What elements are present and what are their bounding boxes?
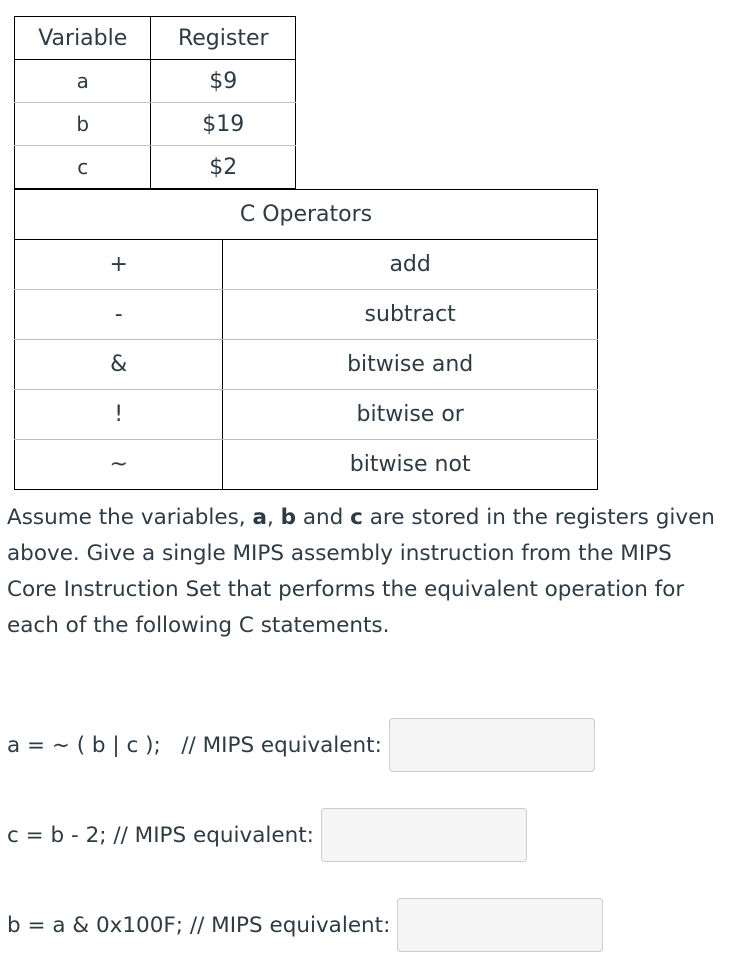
operator-meaning-cell: bitwise not: [223, 440, 598, 490]
statement-row: [7, 808, 527, 862]
statement-row: [7, 898, 603, 952]
operator-meaning-cell: bitwise or: [223, 390, 598, 440]
operator-symbol-cell: &: [15, 340, 223, 390]
mips-answer-input[interactable]: [389, 718, 595, 772]
operators-table-title: C Operators: [15, 190, 598, 240]
register-cell: $2: [151, 146, 296, 189]
variable-b-label: b: [280, 505, 297, 530]
register-table: [14, 16, 296, 189]
statement-label: a = ~ ( b | c ); // MIPS equivalent:: [7, 732, 382, 758]
statement-row: [7, 718, 595, 772]
intro-text: ,: [266, 505, 281, 530]
mips-answer-input[interactable]: [321, 808, 527, 862]
variable-cell: b: [15, 103, 151, 146]
table-row: [15, 290, 598, 340]
table-row: [15, 240, 598, 290]
header-variable: Variable: [15, 17, 151, 60]
table-row: [15, 340, 598, 390]
intro-text: are stored in the registers given above. Give a single MIPS assembly instruction from the MIPS Core Instruction Set that performs the equivalent operation for each of the following C statements.: [7, 505, 715, 638]
table-row: [15, 146, 296, 189]
table-row: [15, 60, 296, 103]
mips-answer-input[interactable]: [397, 898, 603, 952]
operators-table: [14, 189, 598, 490]
statement-label: c = b - 2; // MIPS equivalent:: [7, 822, 314, 848]
header-register: Register: [151, 17, 296, 60]
operator-symbol-cell: +: [15, 240, 223, 290]
intro-text: Assume the variables,: [7, 505, 253, 530]
intro-text: and: [296, 505, 351, 530]
variable-a-label: a: [252, 505, 267, 530]
variable-cell: a: [15, 60, 151, 103]
table-row: [15, 440, 598, 490]
variable-c-label: c: [350, 505, 363, 530]
table-row: [15, 390, 598, 440]
question-intro: [7, 500, 725, 644]
variable-cell: c: [15, 146, 151, 189]
register-cell: $19: [151, 103, 296, 146]
operator-meaning-cell: add: [223, 240, 598, 290]
statement-label: b = a & 0x100F; // MIPS equivalent:: [7, 912, 391, 938]
table-row: [15, 103, 296, 146]
operator-meaning-cell: bitwise and: [223, 340, 598, 390]
register-cell: $9: [151, 60, 296, 103]
operator-symbol-cell: !: [15, 390, 223, 440]
operator-meaning-cell: subtract: [223, 290, 598, 340]
operator-symbol-cell: ~: [15, 440, 223, 490]
operator-symbol-cell: -: [15, 290, 223, 340]
